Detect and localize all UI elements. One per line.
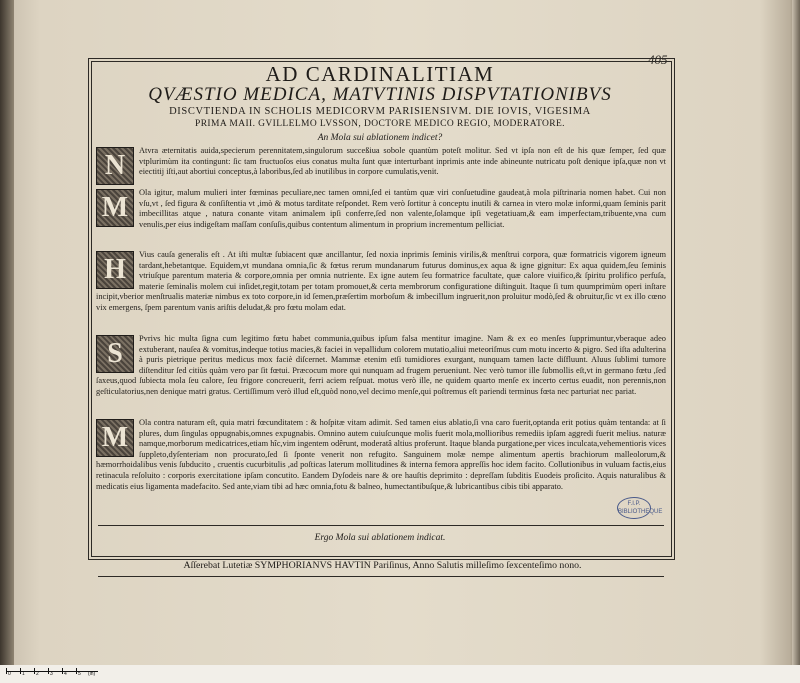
paragraph-3 xyxy=(96,250,666,332)
scale-label: 0 xyxy=(8,671,11,677)
title-main: AD CARDINALITIAM xyxy=(265,62,495,86)
title-subtitle: QVÆSTIO MEDICA, MATVTINIS DISPVTATIONIBVS xyxy=(148,84,612,105)
scale-tick xyxy=(20,668,21,674)
scale-label: 2 xyxy=(36,671,39,677)
title-line-4: PRIMA MAII. GVILLELMO LVSSON, DOCTORE MEDICO REGIO, MODERATORE. xyxy=(195,119,565,129)
scale-unit-label: (in) xyxy=(88,671,96,677)
paragraph-text: Ola contra naturam eſt, quia matri fœcunditatem : & hoſpitæ vitam adimit. Sed tamen eius ablatio,ſi vna caro fuerit,optanda erit potius quàm tentanda: at ſi plures, dum ſingulas oppugnabis,omnes expugnabis. Omnino autem cuiuſcunque molis fuerit mola,mollioribus remediis ipſam aggredi fuerit melius. naturæ namque,morborum medicatrices,etiam hîc,vim ingentem odêrunt, moderatâ altius proferunt. Itaque blanda purgatione,per vices inculcata,vehementioris vices ſuppleto,dyſenteriam non procurato,ſed ſi ſponte venerit non refugito. Sanguinem molæ nempe alimentum apertis brachiorum malleolorum,& hæmorrhoidalibus venis ſubducito , cruentis cucurbitulis ,ad poſticas laterum mollitudines & interna femora appreſſis hoc idem facito. Collutionibus in vuluam factis,eius retinacula reſoluito : corporis exercitatione ipſam concutito. Eandem Dyſodeis nare & ore hauſtis deprimito : depreſſam ſubditis Euodeis proſicito. Aquis naturalibus & medicatis eius ligamenta madefacito. Sed ante,viam tibi ad hæc omnia,fotu & balneo, humectantibuſque,& lubricantibus cibis tibi apparato. xyxy=(96,418,666,491)
dropcap-initial: H xyxy=(96,251,134,289)
scale-tick xyxy=(62,668,63,674)
paragraph-text: Vius cauſa generalis eſt . At iſti multæ ſubiacent quæ ancillantur, ſed noxia inprimis ſeminis virilis,& menſtrui corpora, quæ formatricis vigorem igneum tardant,hebetantque. Equidem,vt mundana omnia,ſic & fœtus rerum mundanarum futurus dominus,ex aqua & igne gignitur: Ex aqua quidem,ſeu ſeminis vtriuſque parentum materia & corpore,omnia per omnia nutriente. Ex igne autem ſeu formatrice facultate, quæ calore viuifico,& ſpiritu prolifico perfuſa, materie ſeminalis molem cui inſidet,regit,totam per totam promouet,& certa membrorum configuratione diſtinguit. Itaque ſi tum quumprimùm operi inſtare incipit,vberior menſtrualis materiæ nimbus ex toto corpore,in id ſemen,præſertim morboſum & imbecillum ingruerit,non proluitur modò,ſed & obruitur,ſic vt ex illo cœno vix emergens, ſpem parentum vanis ariſtis deludat,& pro fœtu molam edat. xyxy=(96,250,666,312)
scale-tick xyxy=(34,668,35,674)
divider-rule xyxy=(98,525,664,526)
scale-label: 4 xyxy=(64,671,67,677)
dropcap-initial: M xyxy=(96,189,134,227)
page-edge-shadow xyxy=(792,0,800,665)
dropcap-initial: S xyxy=(96,335,134,373)
paragraph-5 xyxy=(96,418,666,524)
library-stamp: F.I.P. BIBLIOTHEQUE xyxy=(617,497,651,519)
paragraph-text: Atvra æternitatis auida,specierum perennitatem,singulorum succeßiua sobole quantùm poteſt molitur. Sed vt ipſa non eſt de his quæ ſemper, ſed quæ vtplurimùm ita contingunt: ſic tam fructuoſos eius conatus multa ſunt quæ interturbant inprimis ante inde abineunte nutricatu poſt denique ipſa,quæ non vt eiectitij iſti,aut abortiui conceptus,à laboribus,ſed ab inutilibus in corpore cumulatis,venit. xyxy=(139,146,666,177)
imprint-rule xyxy=(98,576,664,577)
book-spine-shadow xyxy=(0,0,14,665)
dropcap-initial: N xyxy=(96,147,134,185)
paragraph-text: Pvrivs hic multa ſigna cum legitimo fœtu habet communia,quibus ipſum falsa mentitur imagine. Nam & ex eo menſes ſupprimuntur,vberaque adeo extuberant, nauſea & vomitus,indeque totius macies,& faciei in vepallidum colorem mutatio,aliui meteoriſmus cum motu incerto & pigro. Sed iſta adulterina à puris pietrique peritus medicus mox faciè diſcernet. Mammæ etenim etſi tumidiores exurgant, nunquam tamen lacte diſfluunt. Aluus ſublimi tumore diſtenditur ſed citiùs quàm vero par ſit fœtui. Præcocum more qui nunquam ad frugem perueniunt. Nec verò tumor ille ſubmollis eſt,vt in germano fœtu ,ſed ſaxeus,quod ſubiecta mola ſeu calore, ſeu frigore concreuerit, ferri aciem reſpuat. motus verò ille, ne quidem quarto menſe ex incerto certus euadit, non perennis,non geſticulatorius,nen denique matri gratus. Certiſſimum verò illud eſt,quòd nono,vel decimo menſe,qui poſtremus eſt pariendi terminus fœta nec parturiat nec pariat. xyxy=(96,334,666,396)
scale-tick xyxy=(48,668,49,674)
scale-tick xyxy=(76,668,77,674)
thesis-question: An Mola sui ablationem indicet? xyxy=(317,133,443,143)
paragraph-2 xyxy=(96,188,666,248)
dropcap-initial: M xyxy=(96,419,134,457)
scale-tick xyxy=(6,668,7,674)
scale-label: 3 xyxy=(50,671,53,677)
folio-number: 405 xyxy=(648,52,668,67)
scale-label: 1 xyxy=(22,671,25,677)
imprint-line: Aſſerebat Lutetiæ SYMPHORIANVS HAVTIN Pariſinus, Anno Salutis milleſimo ſexcenteſimo nono. xyxy=(183,560,582,571)
paragraph-text: Ola igitur, malum mulieri inter fœminas peculiare,nec tamen omni,ſed ei tantùm quæ viri conſuetudine gaudeat,à mola piſtrinaria nomen habet. Cui non vſu,vt , ſed figura & conſiſtentia vt ,imò & motus tarditate reſpondet. Rem verò ſortitur à conceptu inutili & carnea in vtero molæ informi,quam ſeminis parit imbecillitas atque , natura conante vitam animalem ipſi conferre,ſed non valente,ſolamque ipſi vegetatiuam,& eam imperfectam,tribuente,vna cum venulis,per eius indigeſtam maſſam conſuſis,quibus contentum alimentum in proprium incrementum pelliciat. xyxy=(139,188,666,229)
conclusion-line: Ergo Mola sui ablationem indicat. xyxy=(314,533,446,543)
scale-label: 5 xyxy=(78,671,81,677)
title-line-3: DISCVTIENDA IN SCHOLIS MEDICORVM PARISIENSIVM. DIE IOVIS, VIGESIMA xyxy=(169,106,591,117)
paragraph-4 xyxy=(96,334,666,416)
scale-bar xyxy=(0,665,800,683)
